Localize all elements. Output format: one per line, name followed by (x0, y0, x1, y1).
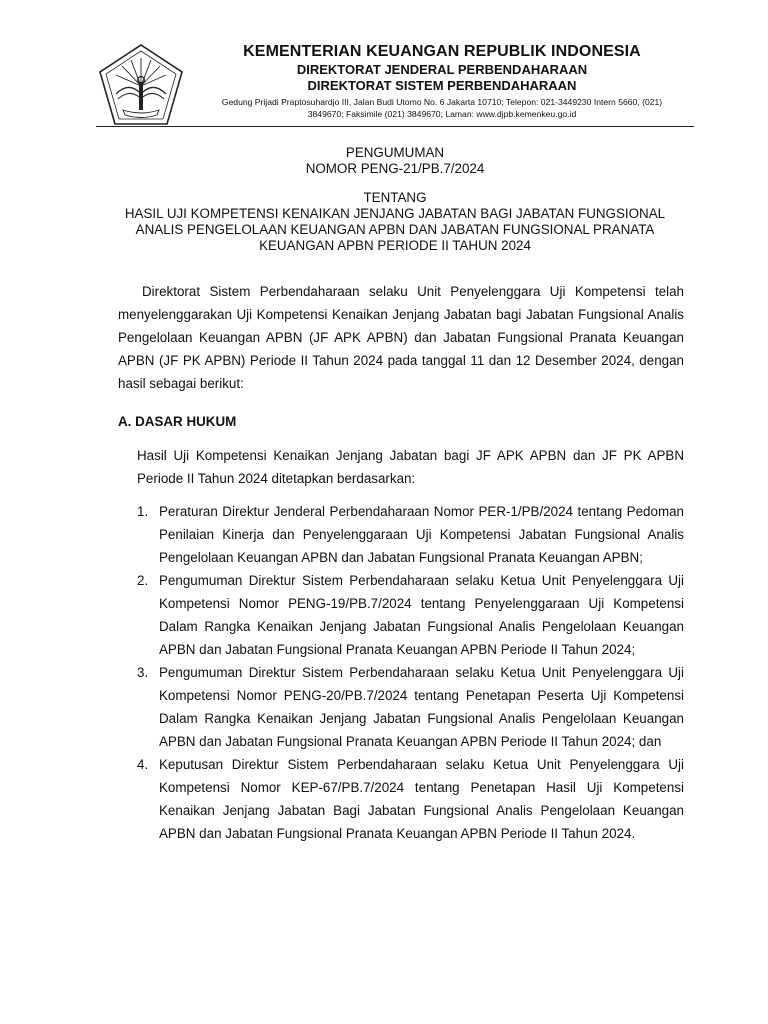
intro-paragraph: Direktorat Sistem Perbendaharaan selaku Unit Penyelenggara Uji Kompetensi telah menyelenggarakan Uji Kompetensi Kenaikan Jenjang Jabatan bagi Jabatan Fungsional Analis Pengelolaan Keuangan APBN (JF APK APBN) dan Jabatan Fungsional Pranata Keuangan APBN (JF PK APBN) Periode II Tahun 2024 pada tanggal 11 dan 12 Desember 2024, dengan hasil sebagai berikut: (118, 284, 684, 391)
announcement-subject-line-2: ANALIS PENGELOLAAN KEUANGAN APBN DAN JABATAN FUNGSIONAL PRANATA (135, 222, 655, 237)
directorate-name: DIREKTORAT SISTEM PERBENDAHARAAN (307, 78, 577, 93)
list-item-text: Peraturan Direktur Jenderal Perbendaharaan Nomor PER-1/PB/2024 tentang Pedoman Penilaian Kinerja dan Penyelenggaraan Uji Kompetensi Jabatan Fungsional Analis Pengelolaan Keuangan APBN dan Jabatan Fungsional Pranata Keuangan APBN; (159, 504, 684, 565)
directorate-general-name: DIREKTORAT JENDERAL PERBENDAHARAAN (296, 62, 588, 77)
announcement-number: NOMOR PENG-21/PB.7/2024 (305, 161, 485, 176)
list-item-number: 4. (137, 757, 149, 772)
section-a-heading: A. DASAR HUKUM (118, 414, 237, 429)
address-line-1: Gedung Prijadi Praptosuhardjo III, Jalan Budi Utomo No. 6 Jakarta 10710; Telepon: 021-3449230 Intern 5660, (021) (221, 97, 663, 107)
list-item (118, 569, 684, 661)
address-line-2: 3849670; Faksimile (021) 3849670; Laman: www.djpb.kemenkeu.go.id (307, 109, 577, 119)
letterhead (200, 42, 684, 120)
announcement-label: PENGUMUMAN (345, 145, 445, 160)
announcement-title-block (96, 145, 694, 254)
ministry-name: KEMENTERIAN KEUANGAN REPUBLIK INDONESIA (243, 43, 641, 60)
announcement-subject-line-3: KEUANGAN APBN PERIODE II TAHUN 2024 (259, 238, 531, 253)
legal-basis-list (118, 500, 684, 845)
list-item-number: 3. (137, 665, 149, 680)
list-item-text: Pengumuman Direktur Sistem Perbendaharaan selaku Ketua Unit Penyelenggara Uji Kompetensi Nomor PENG-19/PB.7/2024 tentang Penyelenggaraan Uji Kompetensi Dalam Rangka Kenaikan Jenjang Jabatan Fungsional Analis Pengelolaan Keuangan APBN dan Jabatan Fungsional Pranata Keuangan APBN Periode II Tahun 2024; (159, 573, 684, 657)
section-a-paragraph: Hasil Uji Kompetensi Kenaikan Jenjang Jabatan bagi JF APK APBN dan JF PK APBN Periode II Tahun 2024 ditetapkan berdasarkan: (137, 448, 684, 486)
list-item (118, 661, 684, 753)
announcement-about: TENTANG (363, 190, 427, 205)
list-item-text: Keputusan Direktur Sistem Perbendaharaan selaku Ketua Unit Penyelenggara Uji Kompetensi Nomor KEP-67/PB.7/2024 tentang Penetapan Hasil Uji Kompetensi Kenaikan Jenjang Jabatan Bagi Jabatan Fungsional Analis Pengelolaan Keuangan APBN dan Jabatan Fungsional Pranata Keuangan APBN Periode II Tahun 2024. (159, 757, 684, 841)
document-body (118, 280, 684, 845)
list-item-number: 2. (137, 573, 149, 588)
list-item (118, 753, 684, 845)
ministry-emblem-icon (96, 42, 186, 128)
list-item-number: 1. (137, 504, 149, 519)
list-item-text: Pengumuman Direktur Sistem Perbendaharaan selaku Ketua Unit Penyelenggara Uji Kompetensi Nomor PENG-20/PB.7/2024 tentang Penetapan Peserta Uji Kompetensi Dalam Rangka Kenaikan Jenjang Jabatan Fungsional Analis Pengelolaan Keuangan APBN dan Jabatan Fungsional Pranata Keuangan APBN Periode II Tahun 2024; dan (159, 665, 684, 749)
letterhead-divider (96, 126, 694, 127)
list-item (118, 500, 684, 569)
announcement-subject-line-1: HASIL UJI KOMPETENSI KENAIKAN JENJANG JABATAN BAGI JABATAN FUNGSIONAL (124, 206, 666, 221)
